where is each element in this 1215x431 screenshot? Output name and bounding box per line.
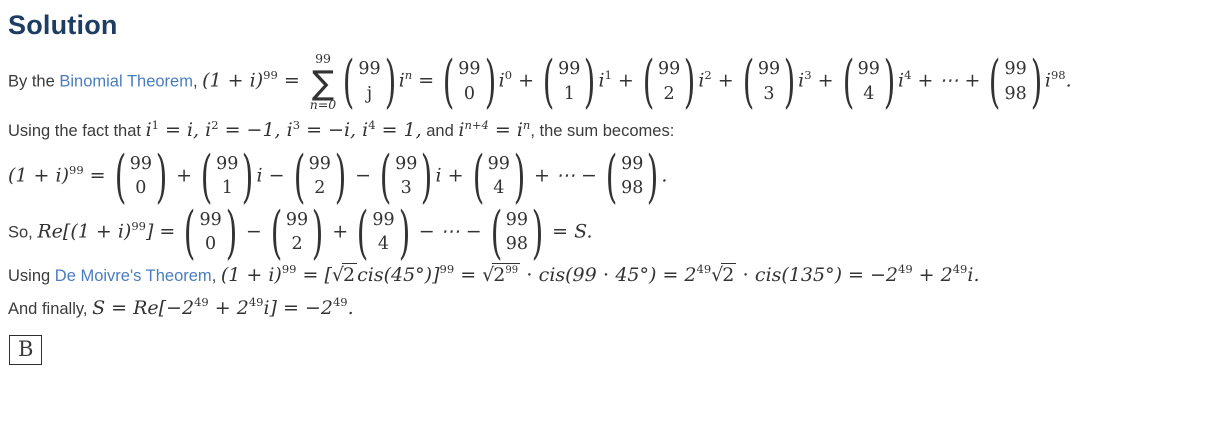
binom-bottom: 0 bbox=[463, 83, 475, 104]
right-paren: ) bbox=[334, 143, 347, 210]
exponent: 49 bbox=[248, 295, 264, 310]
math-run: = 1, bbox=[375, 119, 422, 142]
math-plus-2: + 2 bbox=[912, 263, 953, 286]
i-base: i bbox=[698, 69, 705, 92]
math-run: = bbox=[488, 119, 517, 142]
i-base: i bbox=[898, 69, 905, 92]
binom-top: 99 bbox=[358, 59, 381, 80]
binom-top: 99 bbox=[395, 153, 418, 174]
binom-top: 99 bbox=[487, 153, 510, 174]
i-base: i bbox=[398, 69, 405, 92]
line-de-moivre bbox=[8, 262, 1205, 289]
exponent: 49 bbox=[332, 295, 348, 310]
math-run: = −i, bbox=[300, 119, 363, 142]
math-cis-99-45: ⋅ cis(99 ⋅ 45°) = 2 bbox=[520, 263, 697, 286]
math-re: Re[(1 + i) bbox=[37, 220, 132, 243]
binom-top: 99 bbox=[129, 153, 152, 174]
right-paren: ) bbox=[225, 199, 238, 266]
operator: + bbox=[326, 220, 355, 243]
binom-top: 99 bbox=[216, 153, 239, 174]
line-simplified-sum bbox=[8, 143, 1205, 210]
exponent: 4 bbox=[368, 117, 376, 132]
binom-top: 99 bbox=[1004, 59, 1027, 80]
binom-top: 99 bbox=[505, 209, 529, 230]
text-run: By the bbox=[8, 72, 60, 91]
math-lhs: (1 + i) bbox=[202, 69, 264, 92]
i-base: i bbox=[498, 69, 505, 92]
binomial-coefficient bbox=[987, 48, 1043, 116]
math-i4: i bbox=[362, 119, 369, 142]
left-paren: ( bbox=[114, 143, 126, 210]
math-lhs: (1 + i) bbox=[8, 164, 69, 187]
radicand-base: 2 bbox=[493, 263, 506, 286]
binomial-coefficient bbox=[489, 199, 545, 266]
binom-bottom: 0 bbox=[135, 178, 147, 199]
sigma-icon: ∑ bbox=[311, 62, 335, 102]
equals: = bbox=[277, 69, 306, 92]
math-lhs: (1 + i) bbox=[220, 263, 282, 286]
exponent: 1 bbox=[151, 117, 159, 132]
exponent: 99 bbox=[439, 262, 455, 277]
binom-bottom: 0 bbox=[205, 234, 217, 255]
exponent: n bbox=[522, 117, 531, 132]
exponent: 49 bbox=[194, 295, 209, 310]
equals: ] = bbox=[145, 220, 182, 243]
math-i3: i bbox=[286, 119, 293, 142]
binom-bottom: 2 bbox=[663, 83, 675, 104]
binomial-coefficient bbox=[199, 143, 255, 210]
left-paren: ( bbox=[642, 48, 655, 116]
operator: + ⋯ − bbox=[527, 164, 603, 187]
equals: = [ bbox=[296, 263, 332, 286]
link-de-moivres-theorem[interactable]: De Moivre's Theorem bbox=[54, 266, 212, 285]
line-binomial-expansion bbox=[8, 48, 1205, 116]
binom-bottom: 4 bbox=[863, 83, 875, 104]
operator: + bbox=[711, 69, 740, 92]
equals: = bbox=[412, 69, 441, 92]
text-run: , bbox=[192, 72, 203, 91]
left-paren: ( bbox=[742, 48, 755, 116]
exponent: 99 bbox=[263, 68, 278, 83]
link-binomial-theorem[interactable]: Binomial Theorem bbox=[59, 72, 193, 91]
math-i5: i bbox=[458, 119, 465, 142]
binom-top: 99 bbox=[657, 59, 681, 80]
binom-bottom: 2 bbox=[291, 234, 303, 255]
sqrt-2 bbox=[711, 264, 736, 286]
binom-bottom: 3 bbox=[400, 178, 412, 199]
math-run: = −1, bbox=[218, 119, 287, 142]
tail: i bbox=[256, 164, 263, 187]
right-paren: ) bbox=[155, 143, 168, 210]
binom-bottom: 2 bbox=[314, 178, 326, 199]
left-paren: ( bbox=[293, 143, 305, 210]
binomial-coefficient bbox=[355, 199, 411, 266]
text-run: , bbox=[211, 266, 221, 285]
binomial-coefficient bbox=[113, 143, 169, 210]
math-cis135: ⋅ cis(135°) = −2 bbox=[736, 263, 898, 286]
operator: − bbox=[262, 164, 291, 187]
left-paren: ( bbox=[379, 143, 392, 210]
left-paren: ( bbox=[842, 48, 854, 116]
binomial-coefficient bbox=[378, 143, 434, 210]
exponent: 3 bbox=[292, 117, 301, 132]
left-paren: ( bbox=[200, 143, 213, 210]
right-paren: ) bbox=[242, 143, 254, 210]
binom-top: 99 bbox=[857, 59, 880, 80]
binomial-coefficient bbox=[741, 48, 797, 116]
left-paren: ( bbox=[343, 48, 355, 116]
period: . bbox=[1065, 69, 1072, 92]
right-paren: ) bbox=[398, 199, 410, 266]
exponent: 2 bbox=[211, 117, 219, 132]
binomial-coefficient bbox=[182, 199, 238, 266]
exponent: n bbox=[404, 68, 413, 83]
binom-bottom: 4 bbox=[377, 234, 390, 255]
text-run: Using bbox=[8, 266, 55, 285]
binom-bottom: 4 bbox=[493, 178, 505, 199]
math-i6: i bbox=[516, 119, 523, 142]
right-paren: ) bbox=[513, 143, 526, 210]
left-paren: ( bbox=[472, 143, 484, 210]
right-paren: ) bbox=[647, 143, 659, 210]
math-s-re: S = Re[−2 bbox=[92, 296, 195, 319]
exponent: 4 bbox=[904, 68, 912, 83]
binomial-coefficient bbox=[292, 143, 348, 210]
binom-bottom: 98 bbox=[505, 234, 529, 255]
math-run: = i, bbox=[158, 119, 206, 142]
binom-bottom: j bbox=[366, 83, 373, 104]
binom-top: 99 bbox=[285, 209, 309, 230]
binom-top: 99 bbox=[458, 59, 481, 80]
i-base: i bbox=[1044, 69, 1051, 92]
math-i1: i bbox=[145, 119, 152, 142]
binomial-coefficient bbox=[841, 48, 897, 116]
binom-top: 99 bbox=[558, 59, 581, 80]
equals: = bbox=[454, 263, 483, 286]
math-i-period: i. bbox=[967, 263, 980, 286]
left-paren: ( bbox=[605, 143, 618, 210]
operator: + bbox=[811, 69, 840, 92]
binomial-coefficient bbox=[341, 48, 397, 116]
right-paren: ) bbox=[484, 48, 496, 116]
binom-bottom: 1 bbox=[221, 178, 233, 199]
operator: + bbox=[441, 164, 470, 187]
right-paren: ) bbox=[384, 48, 396, 116]
binom-top: 99 bbox=[757, 59, 781, 80]
equals-s: = S. bbox=[546, 220, 593, 243]
right-paren: ) bbox=[584, 48, 596, 116]
binom-bottom: 3 bbox=[763, 83, 775, 104]
text-run: and bbox=[421, 122, 459, 141]
exponent: 49 bbox=[898, 262, 913, 277]
sqrt-2-99 bbox=[482, 264, 520, 286]
left-paren: ( bbox=[442, 48, 455, 116]
right-paren: ) bbox=[531, 199, 544, 266]
tail: i bbox=[435, 164, 442, 187]
binom-top: 99 bbox=[308, 153, 331, 174]
exponent: 1 bbox=[604, 68, 612, 83]
right-paren: ) bbox=[1030, 48, 1043, 116]
line-real-part bbox=[8, 199, 1205, 266]
line-powers-of-i bbox=[8, 117, 1205, 144]
left-paren: ( bbox=[542, 48, 555, 116]
period: . bbox=[347, 296, 354, 319]
boxed-answer: B bbox=[9, 335, 42, 365]
operator: − bbox=[349, 164, 378, 187]
left-paren: ( bbox=[270, 199, 283, 266]
radical-icon: √ bbox=[711, 263, 724, 286]
period: . bbox=[661, 164, 668, 187]
line-final bbox=[8, 295, 1205, 322]
left-paren: ( bbox=[184, 199, 196, 266]
binom-bottom: 1 bbox=[563, 83, 575, 104]
summation bbox=[310, 53, 336, 111]
text-run: , the sum becomes: bbox=[530, 122, 675, 141]
math-i2: i bbox=[205, 119, 212, 142]
binomial-coefficient bbox=[604, 143, 660, 210]
binomial-coefficient bbox=[641, 48, 697, 116]
radical-icon: √ bbox=[331, 263, 345, 286]
radical-icon: √ bbox=[482, 263, 495, 286]
operator: − ⋯ − bbox=[412, 220, 488, 243]
answer-row bbox=[8, 329, 1205, 365]
binomial-coefficient bbox=[541, 48, 597, 116]
math-cis45: cis(45°)] bbox=[357, 263, 440, 286]
right-paren: ) bbox=[311, 199, 324, 266]
operator: + bbox=[611, 69, 640, 92]
i-base: i bbox=[798, 69, 805, 92]
math-close: i] = −2 bbox=[263, 296, 333, 319]
sum-lower-limit: n=0 bbox=[309, 96, 337, 112]
exponent: 49 bbox=[696, 262, 712, 277]
radicand: 2 bbox=[722, 263, 735, 286]
radicand: 2 bbox=[343, 263, 356, 286]
page-title: Solution bbox=[8, 10, 118, 40]
sum-upper-limit: 99 bbox=[315, 51, 331, 66]
equals: = bbox=[83, 164, 112, 187]
right-paren: ) bbox=[683, 48, 696, 116]
exponent: 2 bbox=[704, 68, 712, 83]
i-base: i bbox=[598, 69, 605, 92]
exponent: 99 bbox=[69, 162, 84, 177]
binom-top: 99 bbox=[372, 209, 395, 230]
radicand-exponent: 99 bbox=[505, 264, 519, 276]
exponent: 0 bbox=[504, 68, 513, 83]
binom-top: 99 bbox=[621, 153, 644, 174]
exponent: n+4 bbox=[464, 117, 489, 132]
text-run: And finally, bbox=[8, 299, 93, 318]
exponent: 99 bbox=[281, 262, 297, 277]
exponent: 3 bbox=[804, 68, 812, 83]
binom-bottom: 98 bbox=[621, 178, 644, 199]
left-paren: ( bbox=[490, 199, 503, 266]
radicand bbox=[492, 263, 520, 286]
exponent: 98 bbox=[1050, 68, 1066, 83]
operator: − bbox=[239, 220, 268, 243]
left-paren: ( bbox=[356, 199, 369, 266]
binomial-coefficient bbox=[441, 48, 497, 116]
operator: + bbox=[170, 164, 199, 187]
binom-bottom: 98 bbox=[1004, 83, 1027, 104]
binomial-coefficient bbox=[471, 143, 527, 210]
sqrt-2 bbox=[332, 264, 357, 286]
right-paren: ) bbox=[421, 143, 433, 210]
operator: + ⋯ + bbox=[911, 69, 987, 92]
left-paren: ( bbox=[989, 48, 1001, 116]
right-paren: ) bbox=[883, 48, 896, 116]
exponent: 99 bbox=[131, 218, 146, 233]
text-run: Using the fact that bbox=[8, 122, 146, 141]
binomial-coefficient bbox=[269, 199, 325, 266]
exponent: 49 bbox=[952, 262, 968, 277]
operator: + bbox=[512, 69, 541, 92]
text-run: So, bbox=[8, 223, 38, 242]
right-paren: ) bbox=[783, 48, 796, 116]
math-plus-2: + 2 bbox=[208, 296, 249, 319]
binom-top: 99 bbox=[199, 209, 222, 230]
